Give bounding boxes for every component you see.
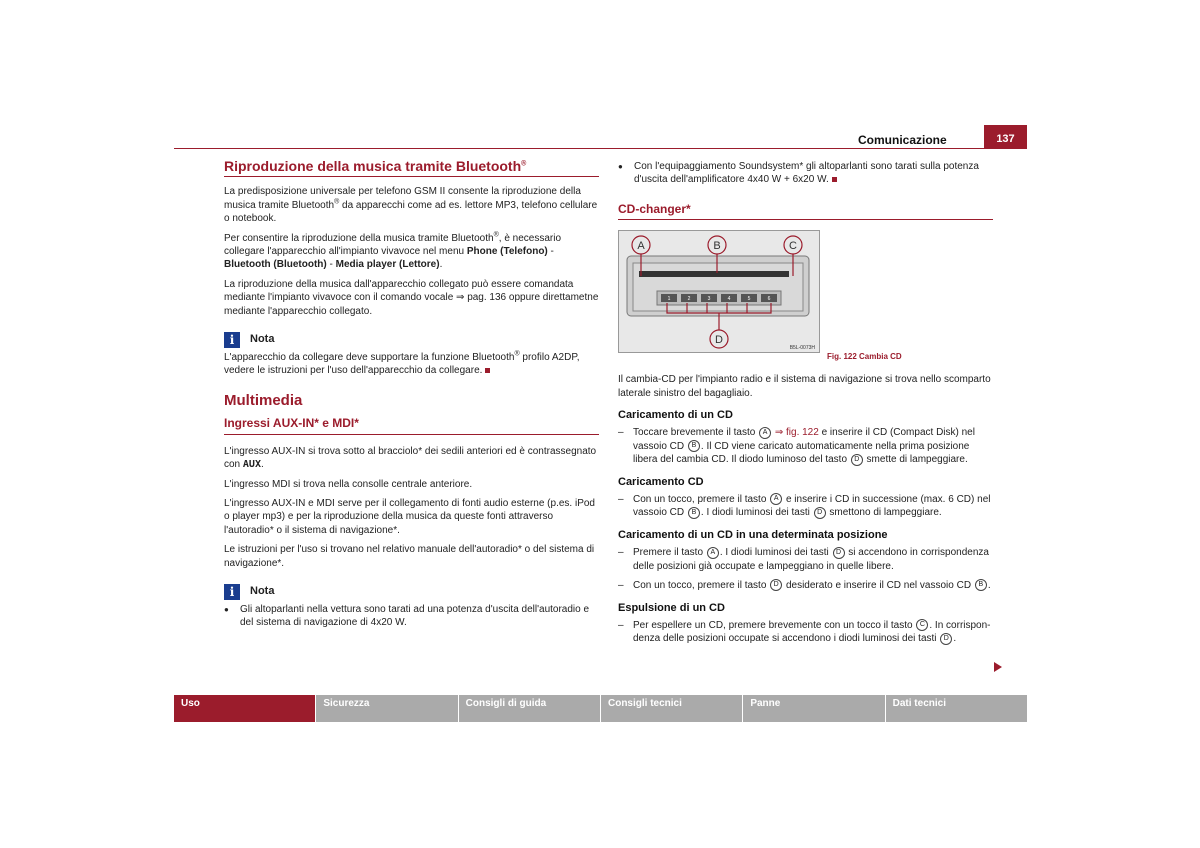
key-b: B <box>688 440 700 452</box>
bullet-icon: ● <box>618 162 623 171</box>
tab-panne[interactable]: Panne <box>743 695 885 722</box>
caricamento-posizione-heading: Caricamento di un CD in una determinata posizione <box>618 528 888 541</box>
footer-nav <box>174 695 1027 722</box>
cd-intro: Il cambia-CD per l'impianto radio e il sistema di navigazione si trova nello scomparto laterale sinistro del bagagliaio. <box>618 374 991 399</box>
slot-5: 5 <box>747 296 751 303</box>
callout-a: A <box>637 240 645 253</box>
aux-paragraph-1: L'ingresso AUX-IN si trova sotto al bracciolo* dei sedili anteriori ed è contrassegnato con AUX. <box>224 445 597 471</box>
key-d: D <box>770 579 782 591</box>
key-a: A <box>707 547 719 559</box>
soundsystem-bullet: ● Con l'equipaggiamento Soundsystem* gli altoparlanti sono tarati sulla potenza d'uscita dell'amplificatore 4x40 W + 6x20 W. <box>618 161 979 186</box>
multimedia-heading: Multimedia <box>224 391 303 409</box>
note-label: Nota <box>250 585 275 598</box>
aux-heading: Ingressi AUX-IN* e MDI* <box>224 417 599 434</box>
bluetooth-paragraph-1: La predisposizione universale per telefono GSM II consente la riproduzione della musica tramite Bluetooth® da apparecchi come ad es. lettore MP3, telefono cellulare o notebook. <box>224 186 598 225</box>
note-label: Nota <box>250 333 275 346</box>
callout-c: C <box>789 240 797 253</box>
key-d: D <box>851 454 863 466</box>
key-c: C <box>916 619 928 631</box>
key-a: A <box>770 493 782 505</box>
bluetooth-heading: Riproduzione della musica tramite Bluetooth® <box>224 160 599 177</box>
registered-mark: ® <box>521 160 527 168</box>
slot-2: 2 <box>687 296 691 303</box>
end-marker-icon <box>832 177 837 182</box>
key-a: A <box>759 427 771 439</box>
section-title: Comunicazione <box>858 133 947 147</box>
left-column <box>224 160 599 630</box>
tab-dati-tecnici[interactable]: Dati tecnici <box>886 695 1027 722</box>
aux-paragraph-4: Le istruzioni per l'uso si trovano nel relativo manuale dell'autoradio* o del sistema di navigazione*. <box>224 544 595 569</box>
page-number: 137 <box>984 125 1027 149</box>
caricamento-cd-heading: Caricamento CD <box>618 475 704 488</box>
cd-changer-heading: CD-changer* <box>618 203 993 220</box>
header-rule <box>174 148 984 149</box>
step-caricamento-un-cd: – Toccare brevemente il tasto A ⇒ fig. 122 e inserire il CD (Compact Disk) nel vassoio CD B . Il CD viene caricato automaticamente nella prima posizione libera del cambia CD. Il diodo luminoso del tasto D smette di lampeggiare. <box>618 427 975 466</box>
figure-caption: Fig. 122 Cambia CD <box>827 352 902 361</box>
note-bullet: ● Gli altoparlanti nella vettura sono tarati ad una potenza d'uscita dell'autoradio e del sistema di navigazione di 4x20 W. <box>224 603 590 629</box>
cd-changer-illustration <box>619 231 819 352</box>
step-posizione-1: – Premere il tasto A . I diodi luminosi dei tasti D si accendono in corrispondenza delle posizioni già occupate e lampeggiano in quelle libere. <box>618 547 989 572</box>
step-espulsione: – Per espellere un CD, premere brevemente con un tocco il tasto C . In corrispon-denza delle posizioni occupate si accendono i diodi luminosi dei tasti D . <box>618 619 991 645</box>
info-icon: i <box>224 332 240 348</box>
slot-3: 3 <box>707 296 711 303</box>
key-d: D <box>814 507 826 519</box>
next-page-arrow-icon[interactable] <box>994 662 1002 672</box>
tab-consigli-tecnici[interactable]: Consigli tecnici <box>601 695 743 722</box>
cd-changer-figure <box>618 230 820 353</box>
tab-uso[interactable]: Uso <box>174 695 316 722</box>
bluetooth-paragraph-3: La riproduzione della musica dall'apparecchio collegato può essere comandata mediante l'impianto vivavoce con il comando vocale ⇒ pag. 136 oppure direttametne mediante l'apparecchio collegato. <box>224 278 599 317</box>
tab-consigli-di-guida[interactable]: Consigli di guida <box>459 695 601 722</box>
aux-paragraph-3: L'ingresso AUX-IN e MDI serve per il collegamento di fonti audio esterne (p.es. iPod o player mp3) e per la riproduzione della musica da queste fonti attraverso l'autoradio* o il sistema di navigazione*. <box>224 497 595 536</box>
tab-sicurezza[interactable]: Sicurezza <box>316 695 458 722</box>
key-d: D <box>833 547 845 559</box>
key-d: D <box>940 633 952 645</box>
key-b: B <box>688 507 700 519</box>
figure-reference-link[interactable]: ⇒ fig. 122 <box>774 427 819 439</box>
espulsione-heading: Espulsione di un CD <box>618 601 725 614</box>
bullet-icon: ● <box>224 604 229 614</box>
note-header-2 <box>224 584 599 600</box>
slot-6: 6 <box>767 296 771 303</box>
callout-b: B <box>713 240 721 253</box>
step-posizione-2: – Con un tocco, premere il tasto D desiderato e inserire il CD nel vassoio CD B . <box>618 580 991 592</box>
aux-symbol: AUX <box>242 459 261 471</box>
note-header <box>224 332 599 348</box>
figure-code: B5L-0073H <box>789 345 815 352</box>
aux-paragraph-2: L'ingresso MDI si trova nella consolle centrale anteriore. <box>224 478 473 490</box>
right-column <box>618 160 993 652</box>
step-caricamento-cd: – Con un tocco, premere il tasto A e inserire i CD in successione (max. 6 CD) nel vassoio CD B . I diodi luminosi dei tasti D smettono di lampeggiare. <box>618 494 991 519</box>
bluetooth-paragraph-2: Per consentire la riproduzione della musica tramite Bluetooth®, è necessario collegare l'apparecchio all'impianto vivavoce nel menu Phone (Telefono) - Bluetooth (Bluetooth) - Media player (Lettore). <box>224 231 562 271</box>
end-marker-icon <box>485 368 490 373</box>
slot-4: 4 <box>727 296 731 303</box>
slot-1: 1 <box>667 296 671 303</box>
info-icon: i <box>224 584 240 600</box>
caricamento-un-cd-heading: Caricamento di un CD <box>618 409 733 422</box>
key-b: B <box>975 579 987 591</box>
note-text: L'apparecchio da collegare deve supportare la funzione Bluetooth® profilo A2DP, vedere le istruzioni per l'uso dell'apparecchio da collegare. <box>224 350 580 377</box>
callout-d: D <box>715 334 723 347</box>
